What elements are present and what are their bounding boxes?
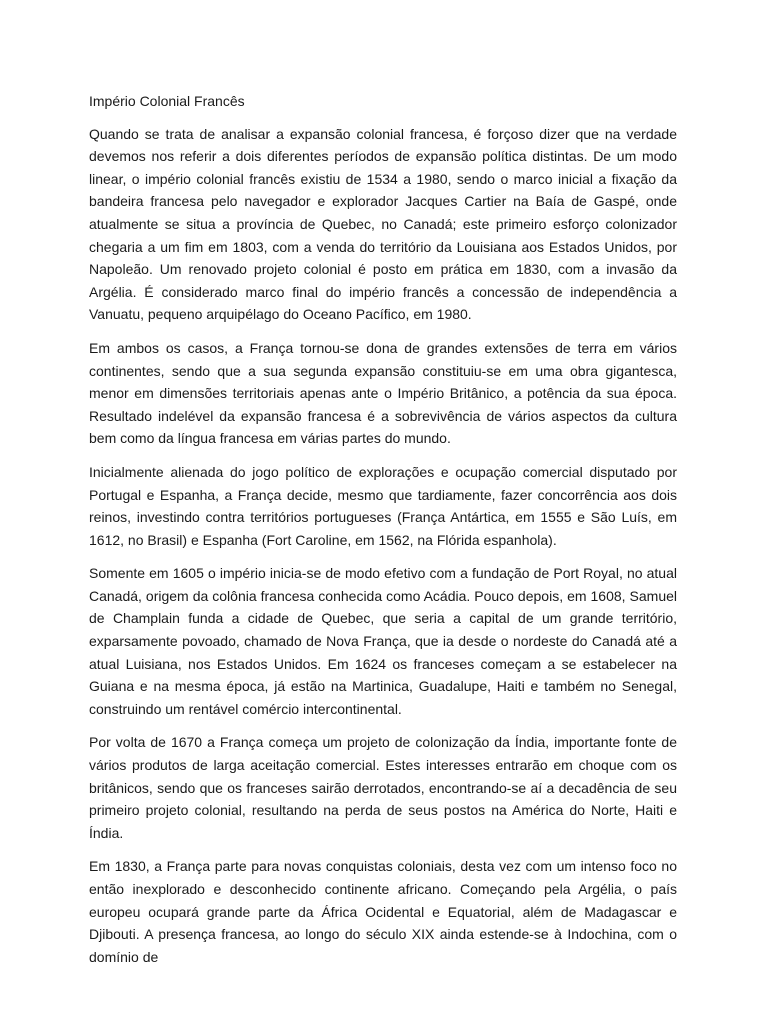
paragraph-6: Em 1830, a França parte para novas conquistas coloniais, desta vez com um intenso foco no então inexplorado e desconhecido continente africano. Começando pela Argélia, o país europeu ocupará grande parte da África Ocidental e Equatorial, além de Madagascar e Djibouti. A presença francesa, ao longo do século XIX ainda estende-se à Indochina, com o domínio de: [89, 858, 677, 965]
paragraph-1: Quando se trata de analisar a expansão colonial francesa, é forçoso dizer que na verdade devemos nos referir a dois diferentes períodos de expansão política distintas. De um modo linear, o império colonial francês existiu de 1534 a 1980, sendo o marco inicial a fixação da bandeira francesa pelo navegador e explorador Jacques Cartier na Baía de Gaspé, onde atualmente se situa a província de Quebec, no Canadá; este primeiro esforço colonizador chegaria a um fim em 1803, com a venda do território da Louisiana aos Estados Unidos, por Napoleão. Um renovado projeto colonial é posto em prática em 1830, com a invasão da Argélia. É considerado marco final do império francês a concessão de independência a Vanuatu, pequeno arquipélago do Oceano Pacífico, em 1980.: [89, 125, 677, 323]
paragraph-2: Em ambos os casos, a França tornou-se dona de grandes extensões de terra em vários continentes, sendo que a sua segunda expansão constituiu-se em uma obra gigantesca, menor em dimensões territoriais apenas ante o Império Britânico, a potência da sua época. Resultado indelével da expansão francesa é a sobrevivência de vários aspectos da cultura bem como da língua francesa em várias partes do mundo.: [89, 339, 677, 447]
paragraph-3: Inicialmente alienada do jogo político de explorações e ocupação comercial disputado por Portugal e Espanha, a França decide, mesmo que tardiamente, fazer concorrência aos dois reinos, investindo contra territórios portugueses (França Antártica, em 1555 e São Luís, em 1612, no Brasil) e Espanha (Fort Caroline, em 1562, na Flórida espanhola).: [89, 463, 677, 548]
document-page: [89, 90, 677, 979]
paragraph-4: Somente em 1605 o império inicia-se de modo efetivo com a fundação de Port Royal, no atual Canadá, origem da colônia francesa conhecida como Acádia. Pouco depois, em 1608, Samuel de Champlain funda a cidade de Quebec, que seria a capital de um grande território, exparsamente povoado, chamado de Nova França, que ia desde o nordeste do Canadá até a atual Luisiana, nos Estados Unidos. Em 1624 os franceses começam a se estabelecer na Guiana e na mesma época, já estão na Martinica, Guadalupe, Haiti e também no Senegal, construindo um rentável comércio intercontinental.: [89, 565, 677, 717]
paragraph-5: Por volta de 1670 a França começa um projeto de colonização da Índia, importante fonte de vários produtos de larga aceitação comercial. Estes interesses entrarão em choque com os britânicos, sendo que os franceses sairão derrotados, encontrando-se aí a decadência de seu primeiro projeto colonial, resultando na perda de seus postos na América do Norte, Haiti e Índia.: [89, 734, 677, 841]
document-title: Império Colonial Francês: [89, 93, 245, 109]
